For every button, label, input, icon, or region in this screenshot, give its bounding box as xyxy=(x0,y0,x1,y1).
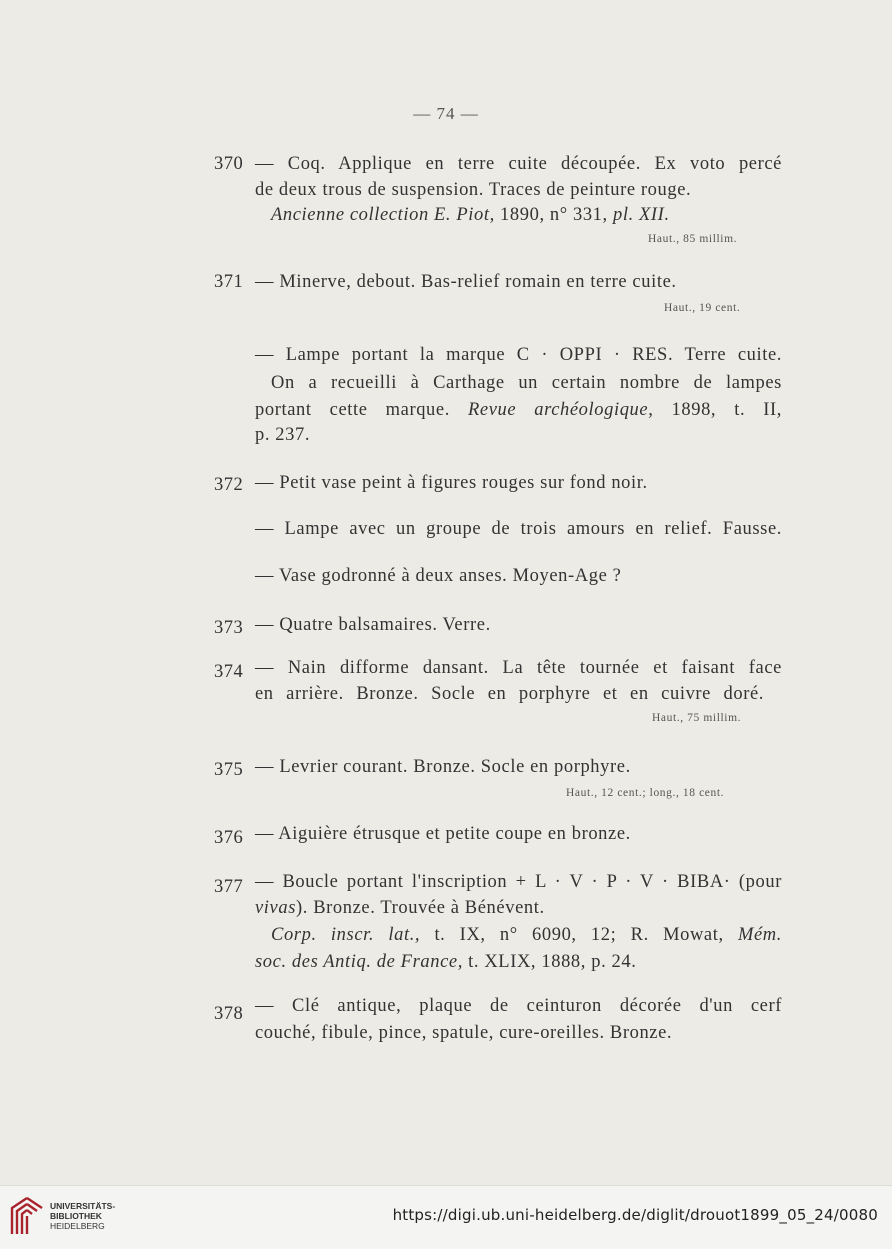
entry-lampe-line-2: On a recueilli à Carthage un certain nombre de lampes xyxy=(271,373,782,393)
reference-title: Corp. inscr. lat., xyxy=(271,925,421,945)
entry-374-line-2: en arrière. Bronze. Socle en porphyre et en cuivre doré. xyxy=(255,684,764,704)
reference-detail: t. IX, n° 6090, 12; R. Mowat, xyxy=(420,925,738,945)
permalink-url[interactable]: https://digi.ub.uni-heidelberg.de/diglit/drouot1899_05_24/0080 xyxy=(392,1206,878,1224)
entry-377-reference-2 xyxy=(255,952,636,973)
entry-375-dimensions: Haut., 12 cent.; long., 18 cent. xyxy=(566,787,725,799)
entry-lampe-reference xyxy=(255,400,782,421)
reference-title: Ancienne collection E. Piot, xyxy=(271,205,495,225)
entry-number-375: 375 xyxy=(214,760,244,780)
entry-370-dimensions: Haut., 85 millim. xyxy=(648,233,738,245)
italic-word: vivas xyxy=(255,898,297,918)
line-text: ). Bronze. Trouvée à Bénévent. xyxy=(296,898,545,918)
entry-number-372: 372 xyxy=(214,475,244,495)
institution-name xyxy=(50,1201,115,1231)
page-number: — 74 — xyxy=(413,104,479,123)
entry-372-line-1: — Petit vase peint à figures rouges sur fond noir. xyxy=(255,473,648,493)
entry-lampe-line-4: p. 237. xyxy=(255,425,311,445)
reference-title: Revue archéologique, xyxy=(468,400,654,420)
entry-lampe-fausse-line-1: — Lampe avec un groupe de trois amours en relief. Fausse. xyxy=(255,519,782,539)
entry-number-378: 378 xyxy=(214,1004,244,1024)
entry-number-374: 374 xyxy=(214,662,244,682)
entry-number-370: 370 xyxy=(214,154,244,174)
entry-371-dimensions: Haut., 19 cent. xyxy=(664,302,741,314)
entry-377-line-1: — Boucle portant l'inscription + L · V · P · V · BIBA· (pour xyxy=(255,872,782,892)
reference-title: soc. des Antiq. de France, xyxy=(255,952,463,972)
entry-377-line-2 xyxy=(255,898,545,919)
entry-number-373: 373 xyxy=(214,618,244,638)
entry-376-line-1: — Aiguière étrusque et petite coupe en bronze. xyxy=(255,824,631,844)
entry-370-line-1: — Coq. Applique en terre cuite découpée. Ex voto percé xyxy=(255,154,782,174)
entry-vase-line-1: — Vase godronné à deux anses. Moyen-Age ? xyxy=(255,566,622,586)
reference-plate: pl. XII. xyxy=(612,205,670,225)
entry-378-line-1: — Clé antique, plaque de ceinturon décorée d'un cerf xyxy=(255,996,782,1016)
institution-line-2: BIBLIOTHEK xyxy=(50,1211,102,1221)
institution-line-1: UNIVERSITÄTS- xyxy=(50,1201,116,1211)
reference-detail: 1898, t. II, xyxy=(653,400,782,420)
reference-detail: 1890, n° 331, xyxy=(494,205,613,225)
entry-number-371: 371 xyxy=(214,272,244,292)
entry-378-line-2: couché, fibule, pince, spatule, cure-oreilles. Bronze. xyxy=(255,1023,673,1043)
entry-374-dimensions: Haut., 75 millim. xyxy=(652,712,742,724)
reference-title-2: Mém. xyxy=(737,925,782,945)
reference-lead: portant cette marque. xyxy=(255,400,468,420)
entry-375-line-1: — Levrier courant. Bronze. Socle en porphyre. xyxy=(255,757,631,777)
entry-370-reference xyxy=(271,205,670,226)
library-logo-icon xyxy=(10,1196,44,1236)
entry-number-377: 377 xyxy=(214,877,244,897)
entry-370-line-2: de deux trous de suspension. Traces de peinture rouge. xyxy=(255,180,692,200)
entry-374-line-1: — Nain difforme dansant. La tête tournée et faisant face xyxy=(255,658,782,678)
institution-line-3: HEIDELBERG xyxy=(50,1221,105,1231)
entry-371-line-1: — Minerve, debout. Bas-relief romain en terre cuite. xyxy=(255,272,677,292)
entry-373-line-1: — Quatre balsamaires. Verre. xyxy=(255,615,491,635)
viewer-footer xyxy=(0,1185,892,1249)
reference-detail: t. XLIX, 1888, p. 24. xyxy=(462,952,637,972)
entry-lampe-line-1: — Lampe portant la marque C · OPPI · RES. Terre cuite. xyxy=(255,345,782,365)
entry-number-376: 376 xyxy=(214,828,244,848)
entry-377-reference-1 xyxy=(271,925,782,946)
